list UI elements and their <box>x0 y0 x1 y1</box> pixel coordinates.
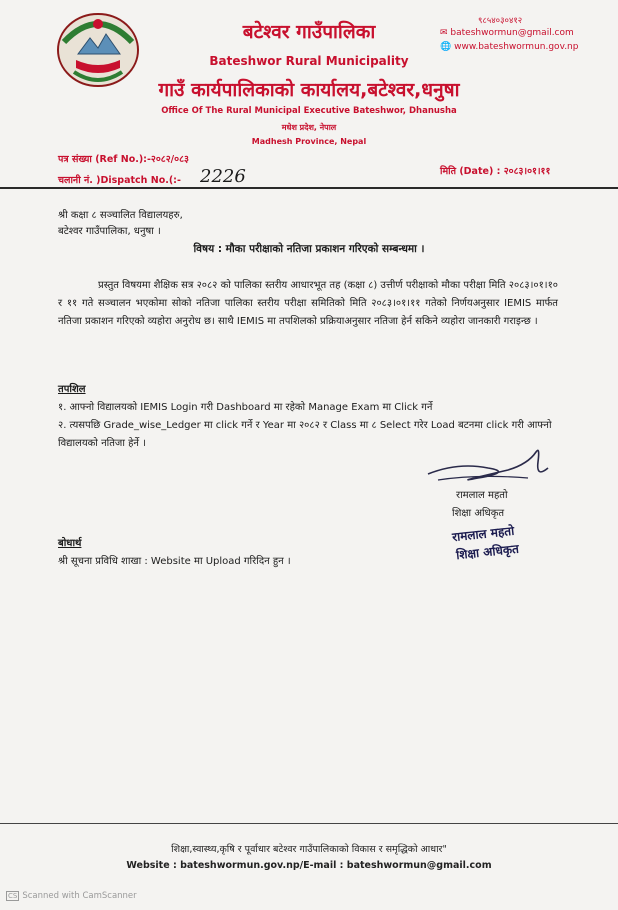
office-name-en: Office Of The Rural Municipal Executive Bateshwor, Dhanusha <box>161 106 457 116</box>
letter-body: प्रस्तुत विषयमा शैक्षिक सत्र २०८२ को पालिका स्तरीय आधारभूत तह (कक्षा ८) उत्तीर्ण परीक्षाको मौका परीक्षा मिति २०८३।०१।१० र ११ गते सञ्चालन भएकोमा सोको नतिजा पालिका स्तरीय परीक्षा समितिको मिति २०८३।०१।११ गतेको निर्णयअनुसार IEMIS मार्फत नतिजा प्रकाशन गरिएको व्यहोरा अनुरोध छ। साथै IEMIS मा तपशिलको प्रक्रियाअनुसार नतिजा हेर्न सकिने व्यहोरा जानकारी गराइन्छ । <box>58 280 558 327</box>
details-item-1: १. आफ्नो विद्यालयको IEMIS Login गरी Dashboard मा रहेको Manage Exam मा Click गर्ने <box>58 402 433 413</box>
signatory-post: शिक्षा अधिकृत <box>452 508 505 519</box>
footer-contact: Website : bateshwormun.gov.np/E-mail : bateshwormun@gmail.com <box>126 860 492 871</box>
municipality-name-en: Bateshwor Rural Municipality <box>209 54 409 68</box>
stamp-name: रामलाल महतो <box>451 523 515 545</box>
cc-item: श्री सूचना प्रविधि शाखा : Website मा Upload गरिदिन हुन । <box>58 556 291 567</box>
header-divider <box>0 187 618 189</box>
ref-number: पत्र संख्या (Ref No.):-२०८२/०८३ <box>58 154 189 165</box>
header-email: ✉ bateshwormun@gmail.com <box>440 28 574 38</box>
signatory-name: रामलाल महतो <box>456 490 508 501</box>
dispatch-label: चलानी नं. )Dispatch No.(:- <box>58 175 181 186</box>
address-en: Madhesh Province, Nepal <box>251 137 367 146</box>
mail-icon: ✉ <box>440 28 448 38</box>
phone-number: ९८५४०३०४१२ <box>478 16 523 26</box>
footer-motto: शिक्षा,स्वास्थ्य,कृषि र पूर्वाधार बटेश्वर गाउँपालिकाको विकास र समृद्धिको आधार" <box>171 844 447 855</box>
letter-date: मिति (Date) : २०८३।०१।११ <box>440 166 551 177</box>
stamp-post: शिक्षा अधिकृत <box>455 541 520 563</box>
dispatch-number: 2226 <box>200 166 246 187</box>
letter-subject: विषय : मौका परीक्षाको नतिजा प्रकाशन गरिएको सम्बन्धमा । <box>193 243 425 255</box>
footer-divider <box>0 823 618 824</box>
header-website: 🌐 www.bateshwormun.gov.np <box>440 42 579 52</box>
cc-heading: बोधार्थ <box>58 538 82 549</box>
municipality-name-np: बटेश्वर गाउँपालिका <box>242 21 376 43</box>
scanner-watermark: CS Scanned with CamScanner <box>8 891 137 901</box>
address-np: मधेश प्रदेश, नेपाल <box>281 123 337 132</box>
globe-icon: 🌐 <box>440 42 452 52</box>
recipient-line-2: बटेश्वर गाउँपालिका, धनुषा । <box>58 226 161 237</box>
details-item-2: २. त्यसपछि Grade_wise_Ledger मा click गर्ने र Year मा २०८२ र Class मा ८ Select गरेर Load बटनमा click गरी आफ्नो विद्यालयको नतिजा हेर्ने । <box>58 420 552 449</box>
recipient-line-1: श्री कक्षा ८ सञ्चालित विद्यालयहरु, <box>58 210 183 221</box>
office-name-np: गाउँ कार्यपालिकाको कार्यालय,बटेश्वर,धनुषा <box>158 79 460 101</box>
details-heading: तपशिल <box>58 384 86 395</box>
camscanner-icon: CS <box>8 892 18 900</box>
